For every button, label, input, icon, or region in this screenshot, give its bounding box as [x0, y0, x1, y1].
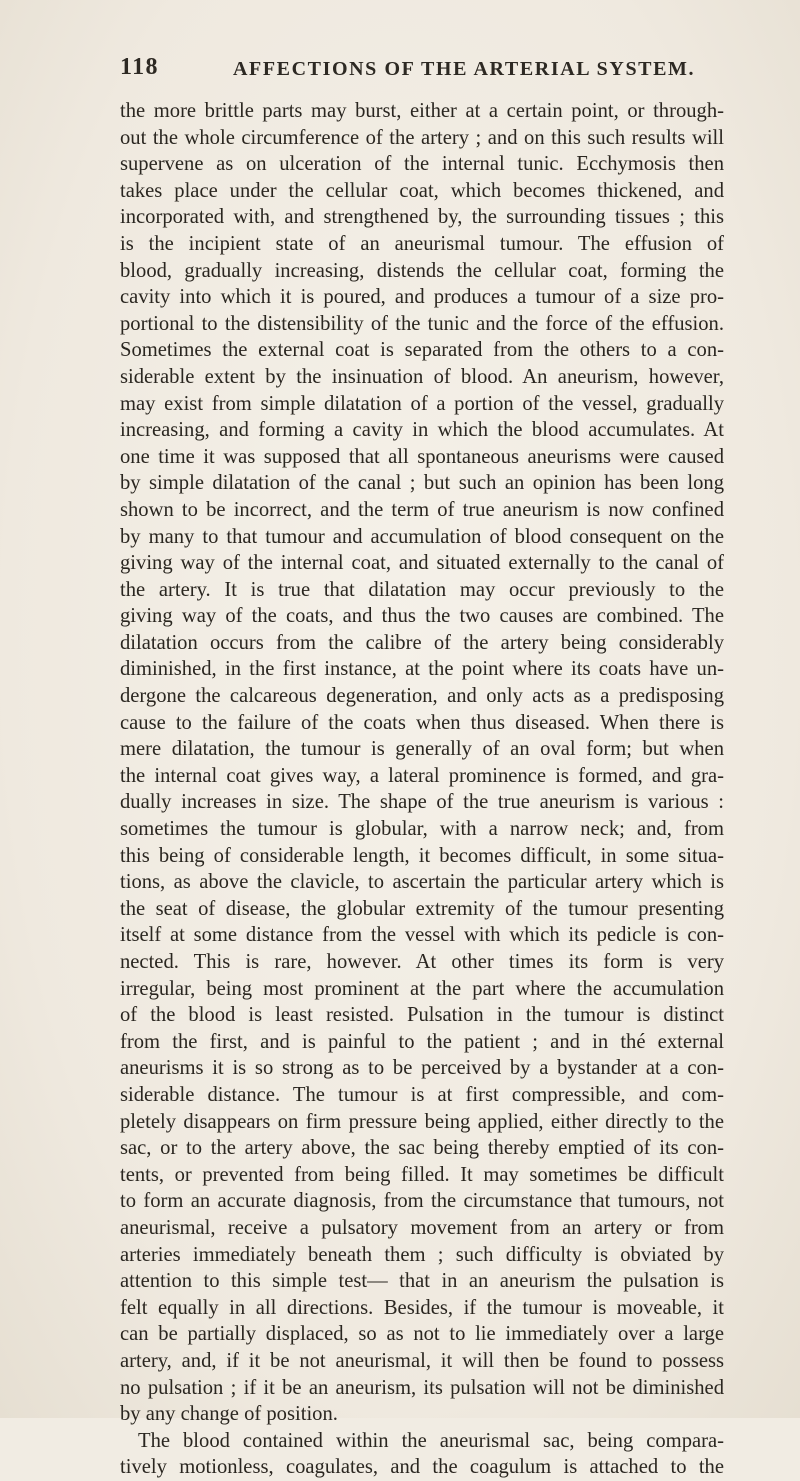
text-line: dually increases in size. The shape of the true aneurism is various :	[120, 791, 724, 814]
text-line: sac, or to the artery above, the sac being thereby emptied of its con-	[120, 1137, 724, 1160]
text-line: the internal coat gives way, a lateral prominence is formed, and gra-	[120, 764, 724, 787]
text-line: tively motionless, coagulates, and the coagulum is attached to the	[120, 1456, 724, 1479]
text-line: artery, and, if it be not aneurismal, it will then be found to possess	[120, 1349, 724, 1372]
text-line: Sometimes the external coat is separated from the others to a con-	[120, 339, 724, 362]
text-line: aneurismal, receive a pulsatory movement from an artery or from	[120, 1216, 724, 1239]
text-line: dergone the calcareous degeneration, and only acts as a predisposing	[120, 685, 724, 708]
text-line: mere dilatation, the tumour is generally of an oval form; but when	[120, 738, 724, 761]
text-line: tents, or prevented from being filled. It may sometimes be difficult	[120, 1163, 724, 1186]
text-line: giving way of the coats, and thus the two causes are combined. The	[120, 605, 724, 628]
text-line: by simple dilatation of the canal ; but such an opinion has been long	[120, 472, 724, 495]
text-line: no pulsation ; if it be an aneurism, its pulsation will not be diminished	[120, 1376, 724, 1399]
text-line: the more brittle parts may burst, either at a certain point, or through-	[120, 100, 724, 122]
text-line: out the whole circumference of the artery ; and on this such results will	[120, 126, 724, 149]
text-line: by many to that tumour and accumulation of blood consequent on the	[120, 525, 724, 548]
text-line: siderable extent by the insinuation of blood. An aneurism, however,	[120, 365, 724, 388]
text-line: the seat of disease, the globular extremity of the tumour presenting	[120, 897, 724, 920]
text-line: may exist from simple dilatation of a portion of the vessel, gradually	[120, 392, 724, 415]
text-line: tions, as above the clavicle, to ascertain the particular artery which is	[120, 871, 724, 894]
text-line: pletely disappears on firm pressure being applied, either directly to the	[120, 1110, 724, 1133]
text-line: nected. This is rare, however. At other times its form is very	[120, 951, 724, 973]
text-line: attention to this simple test— that in an aneurism the pulsation is	[120, 1270, 724, 1293]
body-text	[120, 98, 724, 1481]
text-line: cause to the failure of the coats when thus diseased. When there is	[120, 711, 724, 734]
text-line: supervene as on ulceration of the internal tunic. Ecchymosis then	[120, 153, 724, 176]
chapter-title: AFFECTIONS OF THE ARTERIAL SYSTEM.	[233, 58, 696, 80]
text-line: irregular, being most prominent at the part where the accumulation	[120, 977, 724, 1000]
text-line: cavity into which it is poured, and produces a tumour of a size pro-	[120, 286, 724, 309]
text-line: can be partially displaced, so as not to lie immediately over a large	[120, 1323, 724, 1346]
text-line: increasing, and forming a cavity in which the blood accumulates. At	[120, 419, 724, 442]
text-line: of the blood is least resisted. Pulsation in the tumour is distinct	[120, 1004, 724, 1027]
text-line: one time it was supposed that all spontaneous aneurisms were caused	[120, 445, 724, 468]
text-line: shown to be incorrect, and the term of true aneurism is now confined	[120, 498, 724, 521]
text-line: diminished, in the first instance, at the point where its coats have un-	[120, 658, 724, 681]
text-line: arteries immediately beneath them ; such difficulty is obviated by	[120, 1243, 724, 1266]
text-line: felt equally in all directions. Besides, if the tumour is moveable, it	[120, 1296, 724, 1319]
text-line: this being of considerable length, it becomes difficult, in some situa-	[120, 844, 724, 867]
page-number: 118	[120, 54, 159, 80]
text-line: itself at some distance from the vessel with which its pedicle is con-	[120, 924, 724, 947]
text-line: is the incipient state of an aneurismal tumour. The effusion of	[120, 232, 724, 255]
text-line: siderable distance. The tumour is at first compressible, and com-	[120, 1083, 724, 1106]
text-line: from the first, and is painful to the patient ; and in thé external	[120, 1030, 724, 1053]
text-line: the artery. It is true that dilatation may occur previously to the	[120, 578, 724, 601]
text-line: portional to the distensibility of the tunic and the force of the effusion.	[120, 312, 724, 335]
text-line: dilatation occurs from the calibre of the artery being considerably	[120, 631, 724, 654]
text-line: blood, gradually increasing, distends the cellular coat, forming the	[120, 259, 724, 282]
text-line: aneurisms it is so strong as to be perceived by a bystander at a con-	[120, 1057, 724, 1080]
text-line: sometimes the tumour is globular, with a narrow neck; and, from	[120, 818, 724, 841]
text-line: takes place under the cellular coat, which becomes thickened, and	[120, 179, 724, 202]
text-line: incorporated with, and strengthened by, the surrounding tissues ; this	[120, 206, 724, 229]
text-line: giving way of the internal coat, and situated externally to the canal of	[120, 552, 724, 575]
running-head	[120, 54, 720, 84]
text-line: by any change of position.	[120, 1403, 338, 1426]
text-line: to form an accurate diagnosis, from the circumstance that tumours, not	[120, 1190, 724, 1213]
text-line: The blood contained within the aneurismal sac, being compara-	[138, 1429, 724, 1452]
